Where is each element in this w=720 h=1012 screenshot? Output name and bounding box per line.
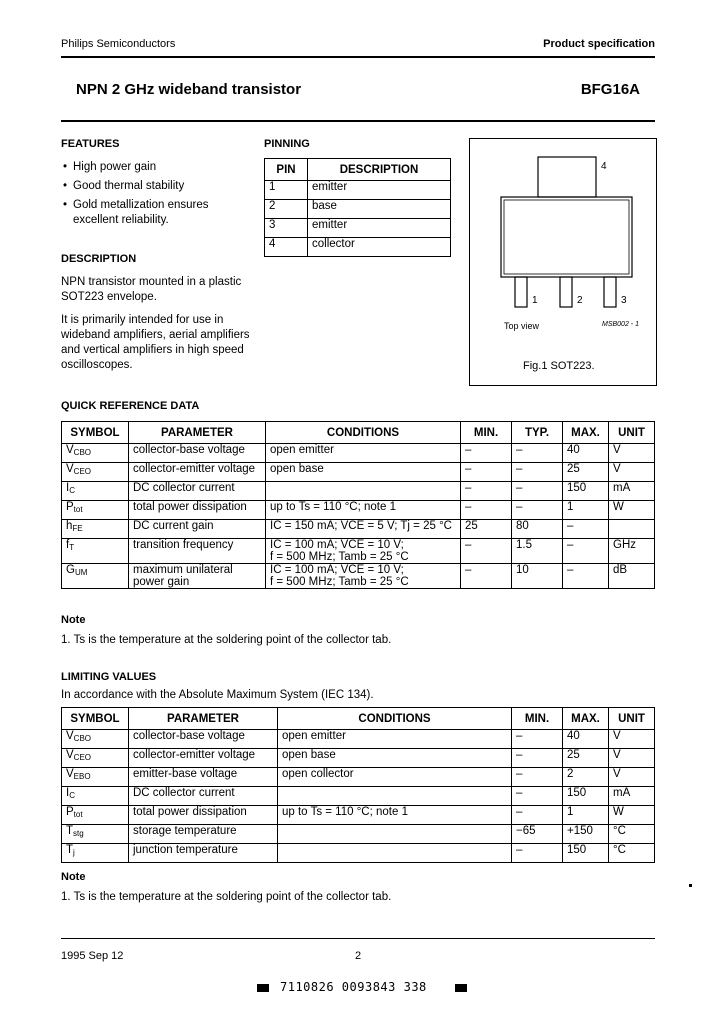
min-cell: – (461, 463, 512, 482)
min-cell: – (512, 730, 563, 749)
unit-cell: V (609, 730, 655, 749)
header-rule (61, 56, 655, 58)
unit-cell: W (609, 806, 655, 825)
symbol-letter: f (66, 539, 70, 551)
unit-cell: W (609, 501, 655, 520)
conditions-line: IC = 150 mA; VCE = 5 V; Tj = 25 °C (270, 520, 452, 532)
symbol-letter: I (66, 482, 70, 494)
feature-item: • High power gain (61, 160, 246, 175)
unit-cell: dB (609, 564, 655, 589)
limiting-values-note: 1. Ts is the temperature at the soldering point of the collector tab. (61, 891, 392, 903)
features-heading: FEATURES (61, 138, 120, 150)
limiting-column-header: MIN. (512, 708, 563, 730)
symbol-subscript: C (69, 791, 75, 800)
parameter-cell: storage temperature (129, 825, 278, 844)
symbol-subscript: C (69, 486, 75, 495)
max-cell: 1 (563, 501, 609, 520)
max-cell: 1 (563, 806, 609, 825)
symbol-cell (62, 787, 129, 806)
symbol-subscript: CEO (73, 753, 92, 762)
description-para-1: NPN transistor mounted in a plastic SOT223 envelope. (61, 276, 242, 303)
limiting-row (62, 844, 655, 863)
symbol-subscript: stg (73, 829, 84, 838)
limiting-column-header: SYMBOL (62, 708, 129, 730)
unit-cell: mA (609, 482, 655, 501)
quick-ref-row (62, 564, 655, 589)
symbol-letter: V (66, 768, 74, 780)
pin-1-label: 1 (532, 295, 538, 306)
limiting-values-table (61, 707, 655, 863)
symbol-letter: V (66, 730, 74, 742)
description-column-header: DESCRIPTION (308, 159, 451, 181)
pin-description: collector (308, 238, 451, 257)
pin-3-label: 3 (621, 295, 627, 306)
symbol-cell (62, 768, 129, 787)
symbol-cell (62, 463, 129, 482)
parameter-cell: junction temperature (129, 844, 278, 863)
limiting-values-heading: LIMITING VALUES (61, 671, 157, 683)
barcode-mark-right (455, 984, 467, 992)
limiting-row (62, 825, 655, 844)
unit-cell: °C (609, 844, 655, 863)
conditions-cell (266, 444, 461, 463)
conditions-cell (266, 539, 461, 564)
unit-cell: GHz (609, 539, 655, 564)
parameter-cell: collector-base voltage (129, 730, 278, 749)
symbol-letter: I (66, 787, 70, 799)
parameter-cell: maximum unilateral power gain (129, 564, 266, 589)
symbol-subscript: FE (72, 524, 83, 533)
conditions-cell (278, 844, 512, 863)
min-cell: – (512, 749, 563, 768)
parameter-cell: DC current gain (129, 520, 266, 539)
max-cell: 25 (563, 749, 609, 768)
symbol-subscript: tot (73, 505, 83, 514)
max-cell: 150 (563, 482, 609, 501)
min-cell: – (512, 806, 563, 825)
conditions-cell (278, 825, 512, 844)
symbol-cell (62, 520, 129, 539)
limiting-row (62, 768, 655, 787)
symbol-subscript: j (73, 848, 75, 857)
symbol-letter: h (66, 520, 73, 532)
limiting-row (62, 806, 655, 825)
limiting-row (62, 730, 655, 749)
quick-ref-row (62, 501, 655, 520)
unit-cell: V (609, 444, 655, 463)
quick-ref-row (62, 463, 655, 482)
symbol-subscript: EBO (73, 772, 91, 781)
part-number: BFG16A (580, 81, 640, 98)
quick-reference-heading: QUICK REFERENCE DATA (61, 400, 200, 412)
limiting-values-subtitle: In accordance with the Absolute Maximum System (IEC 134). (61, 689, 374, 701)
pin-2-label: 2 (577, 295, 583, 306)
top-view-label: Top view (504, 321, 540, 331)
footer-date: 1995 Sep 12 (61, 950, 124, 962)
pin-description: base (308, 200, 451, 219)
min-cell: – (461, 539, 512, 564)
max-cell: +150 (563, 825, 609, 844)
parameter-cell: DC collector current (129, 482, 266, 501)
feature-item: • Gold metallization ensures excellent reliability. (61, 198, 246, 228)
min-cell: – (461, 482, 512, 501)
limiting-values-note-heading: Note (61, 871, 86, 883)
max-cell: – (563, 539, 609, 564)
feature-item: • Good thermal stability (61, 179, 246, 194)
limiting-column-header: CONDITIONS (278, 708, 512, 730)
limiting-row (62, 749, 655, 768)
pinning-table (264, 158, 451, 257)
conditions-cell: up to Ts = 110 °C; note 1 (278, 806, 512, 825)
conditions-cell: open emitter (278, 730, 512, 749)
unit-cell: mA (609, 787, 655, 806)
max-cell: – (563, 564, 609, 589)
max-cell: 150 (563, 844, 609, 863)
pin-description: emitter (308, 181, 451, 200)
pinning-heading: PINNING (264, 138, 310, 150)
quick-ref-column-header: MAX. (563, 422, 609, 444)
unit-cell: V (609, 463, 655, 482)
parameter-cell: transition frequency (129, 539, 266, 564)
limiting-column-header: UNIT (609, 708, 655, 730)
typ-cell: 80 (512, 520, 563, 539)
conditions-line: f = 500 MHz; Tamb = 25 °C (270, 576, 409, 588)
symbol-cell (62, 730, 129, 749)
symbol-letter: V (66, 444, 74, 456)
pin-row (265, 238, 451, 257)
unit-cell: V (609, 749, 655, 768)
typ-cell: – (512, 444, 563, 463)
symbol-letter: G (66, 564, 75, 576)
symbol-subscript: CBO (73, 734, 92, 743)
pin-column-header: PIN (265, 159, 308, 181)
typ-cell: – (512, 463, 563, 482)
symbol-cell (62, 844, 129, 863)
parameter-cell: collector-emitter voltage (129, 749, 278, 768)
min-cell: – (461, 444, 512, 463)
unit-cell (609, 520, 655, 539)
conditions-line: f = 500 MHz; Tamb = 25 °C (270, 551, 409, 563)
conditions-cell (278, 787, 512, 806)
conditions-line: up to Ts = 110 °C; note 1 (270, 501, 396, 513)
page-title: NPN 2 GHz wideband transistor (76, 81, 302, 98)
min-cell: – (461, 564, 512, 589)
quick-ref-row (62, 539, 655, 564)
symbol-letter: T (66, 825, 74, 837)
conditions-cell (266, 482, 461, 501)
symbol-cell (62, 539, 129, 564)
quick-ref-row (62, 444, 655, 463)
pin-number: 2 (265, 200, 308, 219)
symbol-subscript: UM (74, 568, 88, 577)
page-dot (689, 884, 692, 887)
description-heading: DESCRIPTION (61, 253, 137, 265)
max-cell: 25 (563, 463, 609, 482)
parameter-cell: collector-base voltage (129, 444, 266, 463)
quick-ref-column-header: TYP. (512, 422, 563, 444)
symbol-subscript: tot (73, 810, 83, 819)
company-name: Philips Semiconductors (61, 38, 176, 50)
conditions-cell: open collector (278, 768, 512, 787)
pin-row (265, 200, 451, 219)
limiting-row (62, 787, 655, 806)
symbol-subscript: T (69, 543, 75, 552)
page-number: 2 (355, 950, 362, 962)
typ-cell: 10 (512, 564, 563, 589)
min-cell: – (512, 844, 563, 863)
pin-number: 4 (265, 238, 308, 257)
quick-reference-note: 1. Ts is the temperature at the soldering point of the collector tab. (61, 634, 392, 646)
pin-number: 1 (265, 181, 308, 200)
quick-ref-column-header: SYMBOL (62, 422, 129, 444)
conditions-line: open base (270, 463, 324, 475)
features-list (61, 160, 246, 232)
quick-reference-table (61, 421, 655, 589)
typ-cell: – (512, 501, 563, 520)
quick-ref-row (62, 520, 655, 539)
footer-rule (61, 938, 655, 939)
conditions-cell (266, 463, 461, 482)
conditions-line: IC = 100 mA; VCE = 10 V; (270, 564, 404, 576)
barcode-mark-left (257, 984, 269, 992)
conditions-cell (266, 520, 461, 539)
pin-description: emitter (308, 219, 451, 238)
parameter-cell: DC collector current (129, 787, 278, 806)
conditions-cell: open base (278, 749, 512, 768)
symbol-subscript: CEO (73, 467, 92, 476)
quick-ref-column-header: PARAMETER (129, 422, 266, 444)
symbol-cell (62, 806, 129, 825)
conditions-line: IC = 100 mA; VCE = 10 V; (270, 539, 404, 551)
symbol-letter: T (66, 844, 74, 856)
pin-row (265, 219, 451, 238)
symbol-cell (62, 564, 129, 589)
max-cell: – (563, 520, 609, 539)
min-cell: – (512, 768, 563, 787)
max-cell: 40 (563, 730, 609, 749)
min-cell: – (512, 787, 563, 806)
quick-ref-column-header: MIN. (461, 422, 512, 444)
symbol-cell (62, 482, 129, 501)
max-cell: 150 (563, 787, 609, 806)
figure-frame (469, 138, 657, 386)
symbol-cell (62, 444, 129, 463)
document-type: Product specification (543, 38, 655, 50)
symbol-letter: P (66, 806, 74, 818)
min-cell: 25 (461, 520, 512, 539)
symbol-cell (62, 825, 129, 844)
unit-cell: V (609, 768, 655, 787)
quick-ref-column-header: CONDITIONS (266, 422, 461, 444)
quick-ref-row (62, 482, 655, 501)
limiting-column-header: MAX. (563, 708, 609, 730)
parameter-cell: collector-emitter voltage (129, 463, 266, 482)
min-cell: – (461, 501, 512, 520)
quick-reference-note-heading: Note (61, 614, 86, 626)
quick-ref-column-header: UNIT (609, 422, 655, 444)
symbol-cell (62, 501, 129, 520)
conditions-cell (266, 564, 461, 589)
typ-cell: 1.5 (512, 539, 563, 564)
parameter-cell: total power dissipation (129, 806, 278, 825)
parameter-cell: emitter-base voltage (129, 768, 278, 787)
pin-row (265, 181, 451, 200)
symbol-cell (62, 749, 129, 768)
figure-code: MSB002 - 1 (602, 321, 639, 328)
conditions-cell (266, 501, 461, 520)
max-cell: 40 (563, 444, 609, 463)
barcode-text: 7110826 0093843 338 (280, 980, 427, 994)
symbol-letter: P (66, 501, 74, 513)
min-cell: −65 (512, 825, 563, 844)
description-para-2: It is primarily intended for use in wideband amplifiers, aerial amplifiers and vertical amplifiers in high speed oscilloscopes. (61, 314, 250, 371)
parameter-cell: total power dissipation (129, 501, 266, 520)
symbol-letter: V (66, 749, 74, 761)
typ-cell: – (512, 482, 563, 501)
figure-caption: Fig.1 SOT223. (523, 360, 595, 372)
conditions-line: open emitter (270, 444, 334, 456)
unit-cell: °C (609, 825, 655, 844)
pin-4-label: 4 (601, 161, 607, 172)
title-rule (61, 120, 655, 122)
max-cell: 2 (563, 768, 609, 787)
sot223-package-drawing (470, 139, 656, 385)
symbol-letter: V (66, 463, 74, 475)
pin-number: 3 (265, 219, 308, 238)
symbol-subscript: CBO (73, 448, 92, 457)
limiting-column-header: PARAMETER (129, 708, 278, 730)
